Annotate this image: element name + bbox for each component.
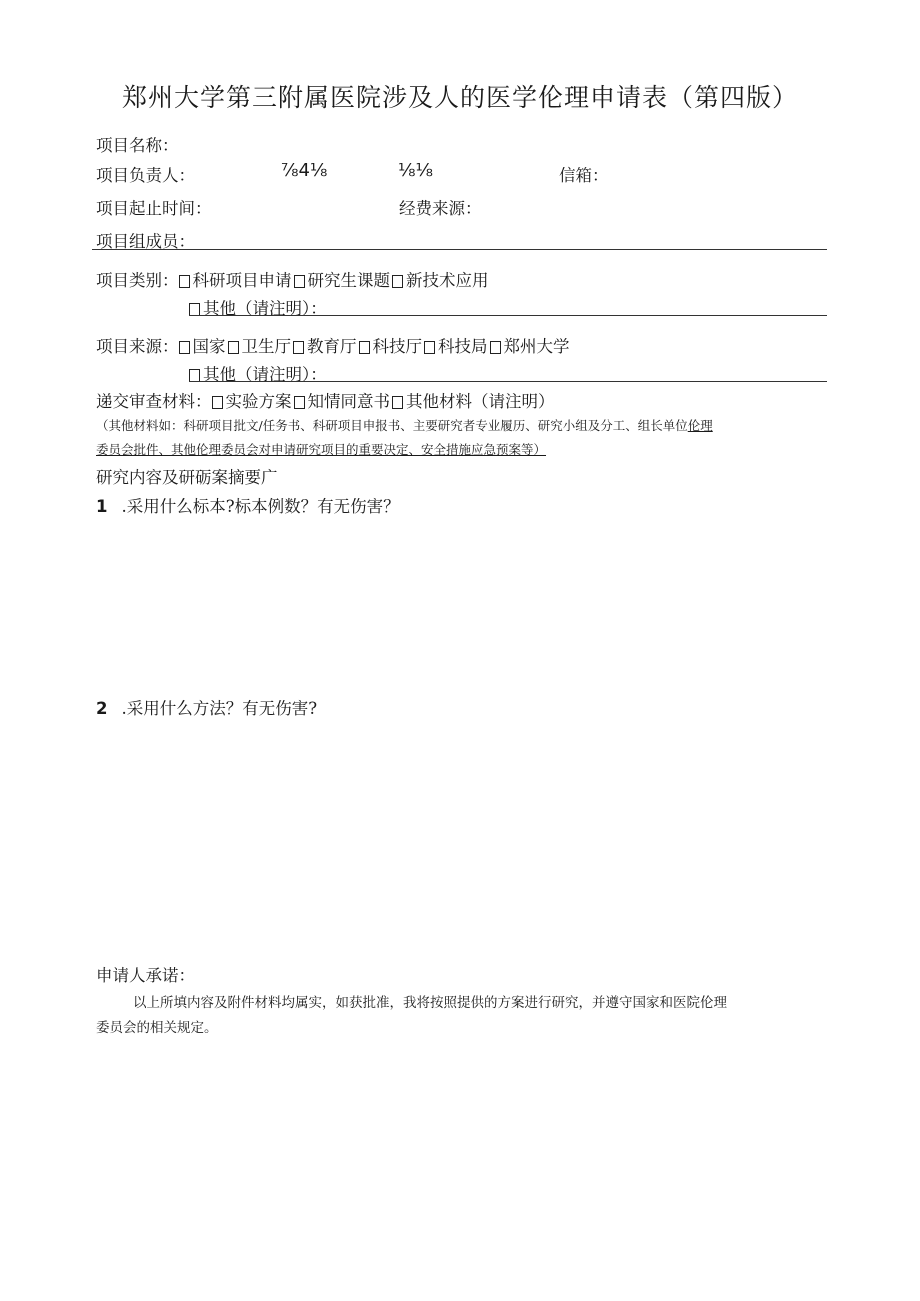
materials-option-protocol[interactable]: 实验方案 <box>212 392 292 411</box>
checkbox[interactable] <box>294 275 305 288</box>
leader-value-2: ⅛⅛ <box>398 160 433 181</box>
checkbox[interactable] <box>359 341 370 354</box>
funding-label: 经费来源： <box>399 199 482 218</box>
summary-heading: 研究内容及研砺案摘要广 <box>96 468 278 487</box>
question-2: 2 .采用什么方法？有无伤害? <box>96 699 318 718</box>
source-option-health-dept[interactable]: 卫生厅 <box>228 337 292 356</box>
leader-value-1: ⅞4⅛ <box>281 160 328 181</box>
category-row <box>96 267 491 291</box>
category-other[interactable]: 其他（请注明）： <box>189 295 327 319</box>
category-option-graduate[interactable]: 研究生课题 <box>294 271 391 290</box>
category-option-new-tech[interactable]: 新技术应用 <box>392 271 489 290</box>
checkbox[interactable] <box>294 396 305 409</box>
divider-2 <box>189 315 827 316</box>
promise-line-1: 以上所填内容及附件材料均属实，如获批准，我将按照提供的方案进行研究，并遵守国家和医院伦理 <box>133 995 727 1011</box>
period-label: 项目起止时间： <box>96 199 212 218</box>
checkbox[interactable] <box>392 275 403 288</box>
checkbox[interactable] <box>179 275 190 288</box>
members-label: 项目组成员： <box>96 232 195 251</box>
answer-area-1[interactable] <box>96 522 826 682</box>
email-label: 信箱： <box>559 166 609 185</box>
materials-note-line-1: （其他材料如：科研项目批文/任务书、科研项目申报书、主要研究者专业履历、研究小组及分工、组长单位伦理 <box>96 418 713 433</box>
source-option-national[interactable]: 国家 <box>179 337 226 356</box>
checkbox[interactable] <box>490 341 501 354</box>
question-1: 1 .采用什么标本?标本例数？有无伤害？ <box>96 497 400 516</box>
source-label: 项目来源： <box>96 337 179 356</box>
materials-option-other[interactable]: 其他材料（请注明） <box>392 392 555 411</box>
materials-note-line-2: 委员会批件、其他伦理委员会对申请研究项目的重要决定、安全措施应急预案等） <box>96 442 547 457</box>
source-option-education-dept[interactable]: 教育厅 <box>293 337 357 356</box>
source-option-zzu[interactable]: 郑州大学 <box>490 337 570 356</box>
category-option-research[interactable]: 科研项目申请 <box>179 271 292 290</box>
promise-heading: 申请人承诺： <box>96 966 195 985</box>
project-name-label: 项目名称： <box>96 136 179 155</box>
checkbox[interactable] <box>392 396 403 409</box>
checkbox[interactable] <box>293 341 304 354</box>
materials-label: 递交审查材料： <box>96 392 212 411</box>
category-label: 项目类别： <box>96 271 179 290</box>
materials-option-consent[interactable]: 知情同意书 <box>294 392 391 411</box>
materials-row <box>96 388 557 412</box>
checkbox[interactable] <box>179 341 190 354</box>
source-row <box>96 333 572 357</box>
source-option-science-dept[interactable]: 科技厅 <box>359 337 423 356</box>
source-option-science-bureau[interactable]: 科技局 <box>424 337 488 356</box>
divider-1 <box>92 249 827 250</box>
leader-label: 项目负责人： <box>96 166 195 185</box>
answer-area-2[interactable] <box>96 724 826 944</box>
source-other[interactable]: 其他（请注明）： <box>189 361 327 385</box>
promise-line-2: 委员会的相关规定。 <box>96 1020 218 1036</box>
page-title: 郑州大学第三附属医院涉及人的医学伦理申请表（第四版） <box>121 83 798 112</box>
checkbox[interactable] <box>424 341 435 354</box>
checkbox[interactable] <box>212 396 223 409</box>
divider-3 <box>189 381 827 382</box>
checkbox[interactable] <box>228 341 239 354</box>
